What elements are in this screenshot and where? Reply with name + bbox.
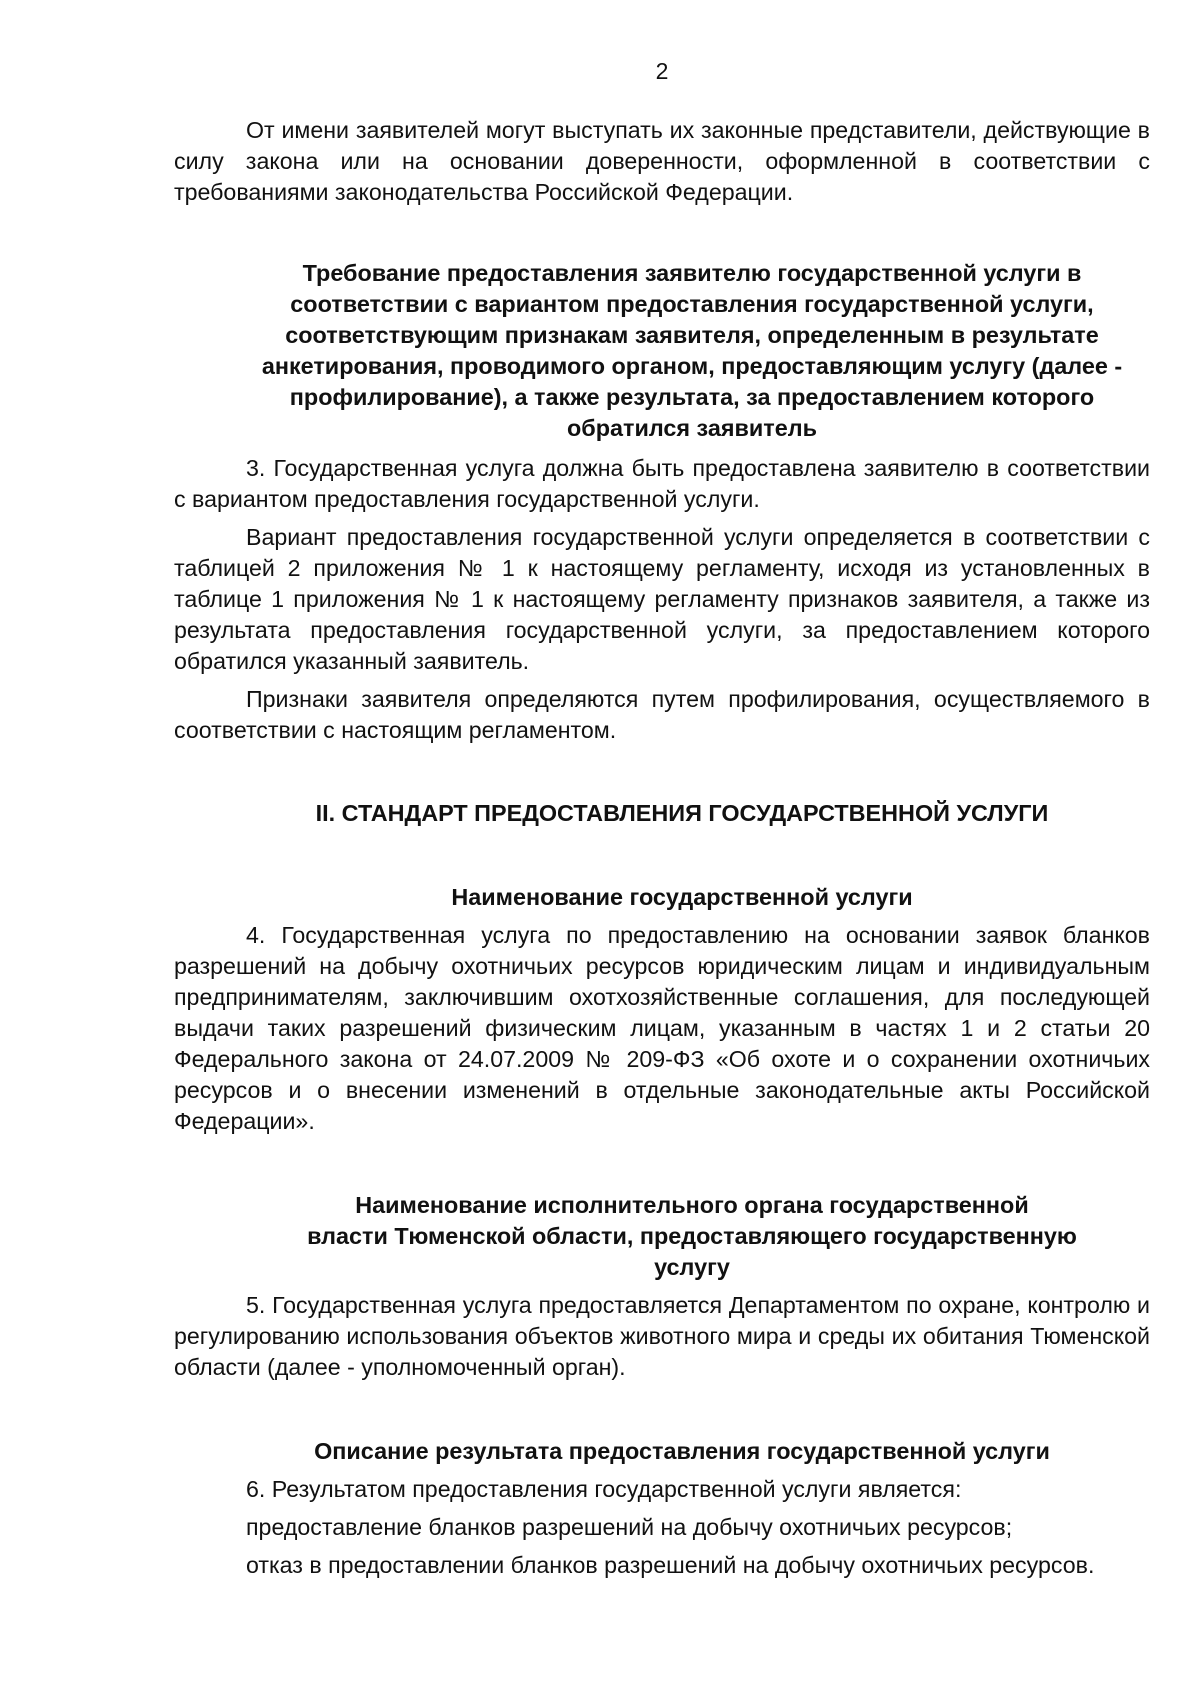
heading-executive-body-line-1: Наименование исполнительного органа государственной — [355, 1192, 1029, 1218]
paragraph-applicant-features: Признаки заявителя определяются путем профилирования, осуществляемого в соответствии с настоящим регламентом. — [174, 686, 1150, 743]
section-title-standard: II. СТАНДАРТ ПРЕДОСТАВЛЕНИЯ ГОСУДАРСТВЕННОЙ УСЛУГИ — [315, 800, 1049, 826]
heading-variant-requirement: Требование предоставления заявителю государственной услуги в соответствии с вариантом предоставления государственной услуги, соответствующим признакам заявителя, определенным в результате анкетирования, проводимого органом, предоставляющим услугу (далее - профилирование), а также результата, за предоставлением которого обратился заявитель — [261, 260, 1123, 441]
heading-executive-body-line-3: услугу — [654, 1254, 730, 1280]
document-body — [174, 115, 1150, 1588]
heading-service-name: Наименование государственной услуги — [451, 884, 913, 910]
heading-executive-body-line-2: власти Тюменской области, предоставляющего государственную — [307, 1223, 1077, 1249]
paragraph-result-provision: предоставление бланков разрешений на добычу охотничьих ресурсов; — [246, 1514, 1013, 1540]
paragraph-5: 5. Государственная услуга предоставляется Департаментом по охране, контролю и регулированию использования объектов животного мира и среды их обитания Тюменской области (далее - уполномоченный орган). — [174, 1292, 1150, 1380]
paragraph-3: 3. Государственная услуга должна быть предоставлена заявителю в соответствии с вариантом предоставления государственной услуги. — [174, 455, 1150, 512]
paragraph-4: 4. Государственная услуга по предоставлению на основании заявок бланков разрешений на добычу охотничьих ресурсов юридическим лицам и индивидуальным предпринимателям, заключившим охотхозяйственные соглашения, для последующей выдачи таких разрешений физическим лицам, указанным в частях 1 и 2 статьи 20 Федерального закона от 24.07.2009 № 209-ФЗ «Об охоте и о сохранении охотничьих ресурсов и о внесении изменений в отдельные законодательные акты Российской Федерации». — [174, 922, 1150, 1134]
paragraph-result-refusal: отказ в предоставлении бланков разрешений на добычу охотничьих ресурсов. — [246, 1552, 1095, 1578]
heading-result-description: Описание результата предоставления государственной услуги — [314, 1438, 1050, 1464]
paragraph-variant-definition: Вариант предоставления государственной услуги определяется в соответствии с таблицей 2 приложения № 1 к настоящему регламенту, исходя из установленных в таблице 1 приложения № 1 к настоящему регламенту признаков заявителя, а также из результата предоставления государственной услуги, за предоставлением которого обратился указанный заявитель. — [174, 524, 1150, 674]
heading-executive-body — [174, 1190, 1150, 1283]
paragraph-representatives: От имени заявителей могут выступать их законные представители, действующие в силу закона или на основании доверенности, оформленной в соответствии с требованиями законодательства Российской Федерации. — [174, 117, 1150, 205]
page-number: 2 — [655, 58, 669, 84]
paragraph-6: 6. Результатом предоставления государственной услуги является: — [246, 1476, 962, 1502]
